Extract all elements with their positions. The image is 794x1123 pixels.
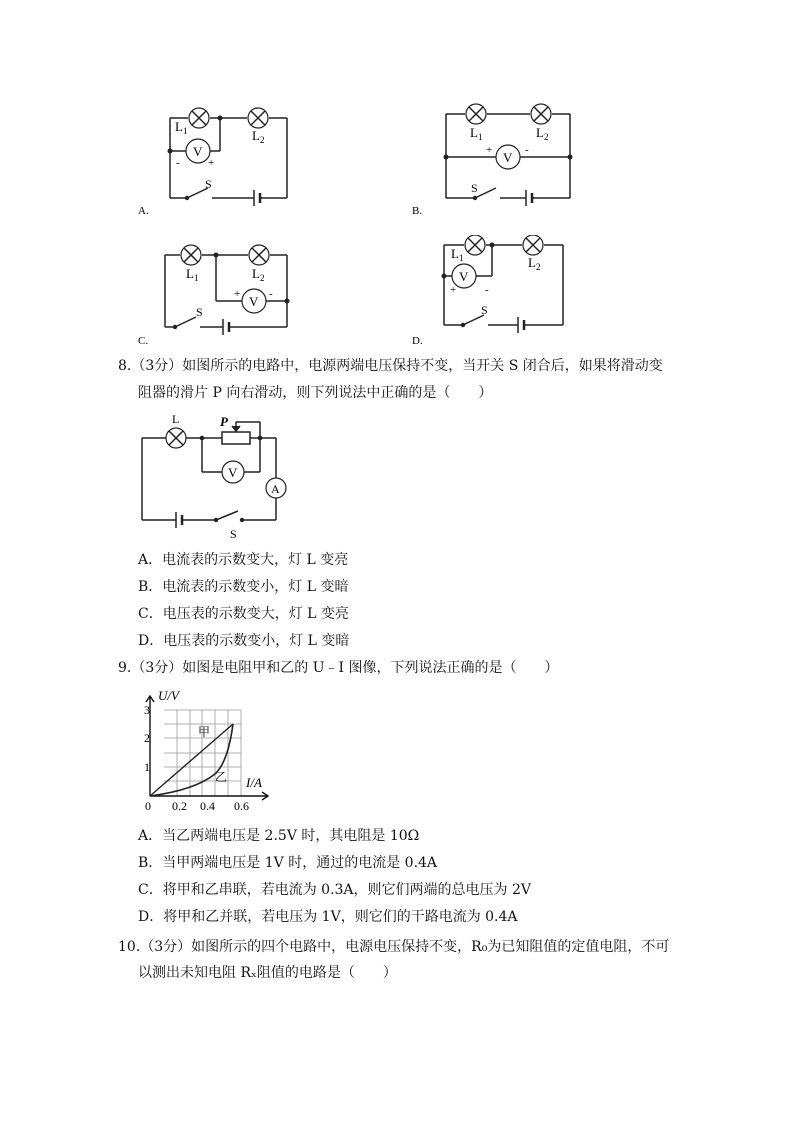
svg-text:-: - — [269, 288, 273, 300]
q9-ui-graph — [140, 686, 275, 816]
svg-text:-: - — [485, 284, 489, 296]
svg-text:S: S — [230, 527, 237, 541]
svg-text:0.4: 0.4 — [200, 799, 215, 813]
q8-option-c[interactable]: C．电压表的示数变大，灯 L 变亮 — [138, 606, 349, 622]
svg-text:-: - — [176, 157, 180, 169]
svg-text:S: S — [196, 305, 203, 319]
option-letter: A. — [138, 205, 149, 217]
svg-text:V: V — [249, 294, 259, 309]
svg-text:S: S — [205, 177, 212, 191]
svg-text:L2: $L_2$ — [528, 255, 541, 272]
svg-text:+: + — [486, 144, 493, 156]
q9-option-a[interactable]: A．当乙两端电压是 2.5V 时，其电阻是 10Ω — [138, 828, 420, 844]
svg-text:P: P — [220, 414, 228, 429]
q10-stem-line2: 以测出未知电阻 Rₓ阻值的电路是（ ） — [138, 965, 397, 981]
q7-option-b-circuit — [408, 100, 583, 225]
svg-text:L2: $L_2$ — [252, 128, 265, 145]
svg-text:V: V — [503, 150, 513, 165]
svg-text:L1: $L_1$ — [470, 125, 483, 142]
q8-circuit-diagram — [130, 410, 300, 545]
voltmeter-label: V — [193, 144, 203, 159]
svg-text:C.: C. — [138, 335, 149, 347]
svg-text:B.: B. — [412, 205, 423, 217]
q9-stem-line1: 9.（3分）如图是电阻甲和乙的 U﹣I 图像，下列说法正确的是（ ） — [118, 660, 559, 676]
svg-text:3: 3 — [144, 703, 150, 717]
q9-option-b[interactable]: B．当甲两端电压是 1V 时，通过的电流是 0.4A — [138, 855, 438, 871]
svg-text:L1: $L_1$ — [175, 119, 188, 136]
svg-text:乙: 乙 — [215, 770, 228, 784]
q8-stem-line2: 阻器的滑片 P 向右滑动，则下列说法中正确的是（ ） — [138, 385, 493, 401]
svg-text:0: 0 — [145, 799, 151, 813]
svg-text:L: L — [172, 412, 180, 426]
svg-text:+: + — [208, 157, 215, 169]
svg-text:V: V — [459, 269, 469, 284]
svg-text:2: 2 — [144, 731, 150, 745]
svg-text:+: + — [450, 284, 457, 296]
q8-stem-line1: 8.（3分）如图所示的电路中，电源两端电压保持不变，当开关 S 闭合后，如果将滑动变 — [118, 358, 663, 374]
q8-option-a[interactable]: A．电流表的示数变大，灯 L 变亮 — [138, 552, 349, 568]
svg-text:V: V — [228, 465, 238, 480]
svg-text:0.2: 0.2 — [172, 799, 187, 813]
svg-text:甲: 甲 — [198, 725, 211, 739]
q8-option-b[interactable]: B．电流表的示数变小，灯 L 变暗 — [138, 579, 349, 595]
q9-option-d[interactable]: D．将甲和乙并联，若电压为 1V，则它们的干路电流为 0.4A — [138, 909, 518, 925]
svg-text:+: + — [234, 288, 241, 300]
svg-text:S: S — [481, 303, 488, 317]
q10-stem-line1: 10.（3分）如图所示的四个电路中，电源电压保持不变，R₀为已知阻值的定值电阻，不可 — [118, 939, 670, 955]
svg-text:1: 1 — [144, 760, 150, 774]
svg-text:D.: D. — [412, 335, 423, 347]
svg-text:L1: $L_1$ — [186, 266, 199, 283]
q7-option-c-circuit — [130, 235, 300, 350]
svg-text:L2: $L_2$ — [536, 125, 549, 142]
q7-option-d-circuit — [408, 235, 578, 350]
svg-text:L1: $L_1$ — [451, 246, 464, 263]
q9-option-c[interactable]: C．将甲和乙串联，若电流为 0.3A，则它们两端的总电压为 2V — [138, 882, 532, 898]
q7-option-a-circuit — [130, 100, 300, 225]
q8-option-d[interactable]: D．电压表的示数变小，灯 L 变暗 — [138, 633, 350, 649]
y-axis-label: U/V — [158, 688, 179, 703]
series-jia-line — [150, 724, 233, 796]
x-axis-label: I/A — [246, 775, 262, 790]
svg-text:-: - — [525, 144, 529, 156]
svg-text:A: A — [271, 482, 280, 496]
svg-text:0.6: 0.6 — [234, 799, 249, 813]
svg-text:L2: $L_2$ — [252, 266, 265, 283]
svg-text:S: S — [471, 181, 478, 195]
